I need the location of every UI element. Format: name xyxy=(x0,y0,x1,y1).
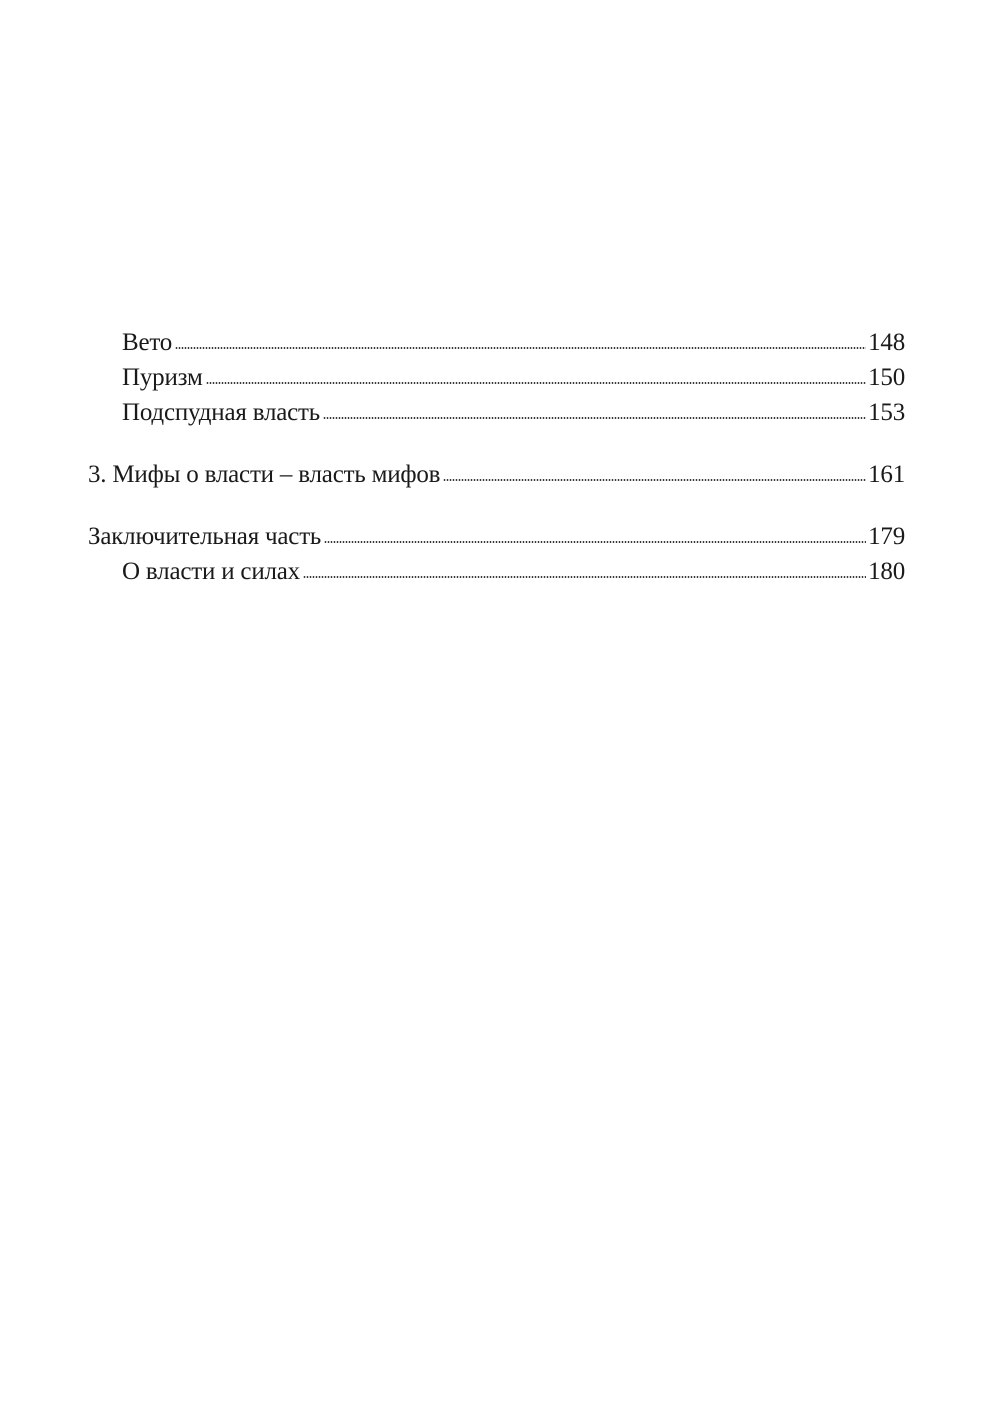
toc-entry-title: 3. Мифы о власти – власть мифов xyxy=(88,461,441,488)
dot-leader xyxy=(303,576,866,578)
toc-entry-page: 153 xyxy=(868,399,905,426)
toc-entry-page: 180 xyxy=(868,558,905,585)
toc-entry-title: О власти и силах xyxy=(122,558,300,585)
toc-entry-page: 150 xyxy=(868,364,905,391)
toc-entry-title: Заключительная часть xyxy=(88,523,322,550)
dot-leader xyxy=(324,541,866,543)
toc-entry-veto[interactable] xyxy=(88,325,905,360)
toc-entry-power-and-forces[interactable] xyxy=(88,554,905,589)
dot-leader xyxy=(175,347,866,349)
toc-entry-page: 179 xyxy=(868,523,905,550)
toc-entry-page: 148 xyxy=(868,329,905,356)
dot-leader xyxy=(206,382,867,384)
table-of-contents xyxy=(88,325,905,589)
toc-entry-purism[interactable] xyxy=(88,360,905,395)
toc-entry-conclusion[interactable] xyxy=(88,519,905,554)
toc-entry-page: 161 xyxy=(868,461,905,488)
toc-entry-title: Пуризм xyxy=(122,364,203,391)
dot-leader xyxy=(443,479,866,481)
dot-leader xyxy=(323,417,866,419)
toc-entry-hidden-power[interactable] xyxy=(88,395,905,430)
toc-entry-chapter-3[interactable] xyxy=(88,457,905,492)
toc-entry-title: Вето xyxy=(122,329,173,356)
toc-entry-title: Подспудная власть xyxy=(122,399,320,426)
